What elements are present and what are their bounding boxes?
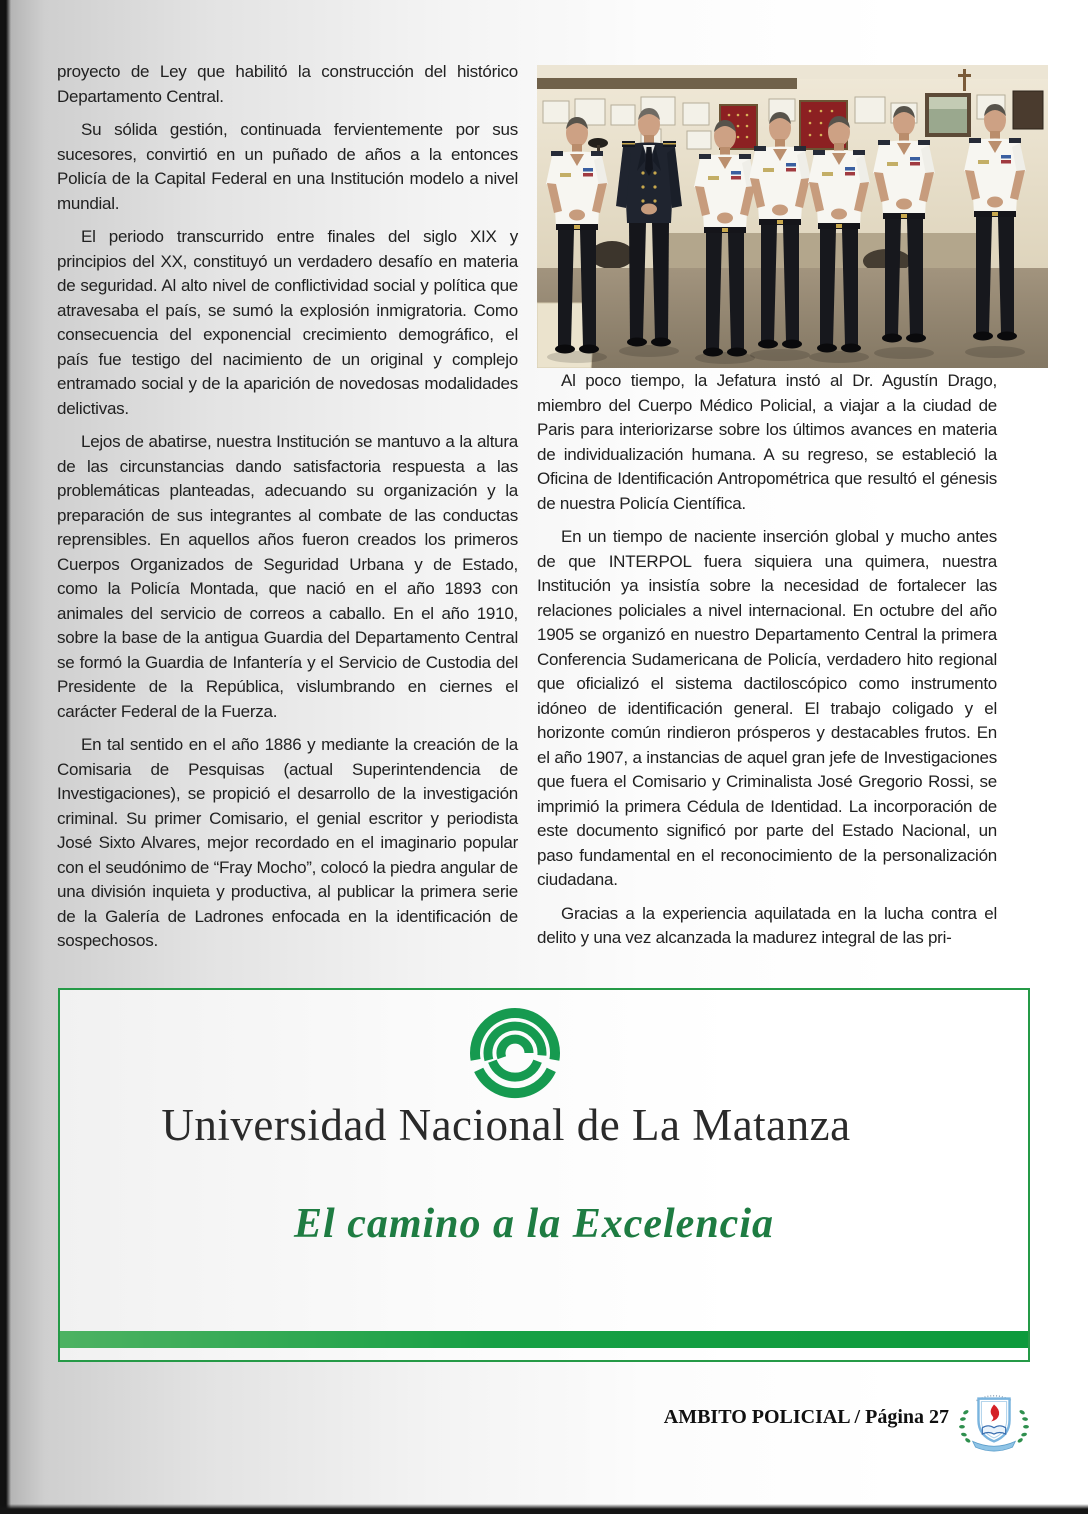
- paragraph: En tal sentido en el año 1886 y mediante la creación de la Comisaria de Pesquisas (actual Superintendencia de Investigaciones), se propició el desarrollo de la investigación criminal. Su primer Comisario, el genial escritor y periodista José Sixto Alvares, mejor recordado en el imaginario popular con el seudónimo de “Fray Mocho”, colocó la piedra angular de una división inquieta y productiva, al publicar la primera serie de la Galería de Ladrones enfocada en la identificación de sospechosos.: [57, 735, 519, 950]
- page-footer: AMBITO POLICIAL / Página 27: [663, 1406, 949, 1428]
- ambito-policial-crest: [951, 1387, 1037, 1453]
- university-name: Universidad Nacional de La Matanza: [161, 1100, 851, 1150]
- left-column: [57, 60, 518, 963]
- group-photo-police-officers: [537, 65, 1048, 368]
- paragraph: El periodo transcurrido entre finales del siglo XIX y principios del XX, constituyó un verdadero desafío en materia de seguridad. Al alto nivel de conflictividad social y política que atravesaba el país, se sumó la explosión inmigratoria. Como consecuencia del exponencial crecimiento demográfico, el país fue testigo del nacimiento de un original y complejo entramado social y de la aparición de novedosas modalidades delictivas.: [57, 227, 518, 418]
- paragraph: Su sólida gestión, continuada fervientemente por sus sucesores, convirtió en un puñado de años a la entonces Policía de la Capital Federal en una Institución modelo a nivel mundial.: [57, 120, 518, 213]
- ad-green-bar: [60, 1331, 1028, 1348]
- paragraph: En un tiempo de naciente inserción global y mucho antes de que INTERPOL fuera siquiera una quimera, nuestra Institución ya insistía sobre la necesidad de fortalecer las relaciones policiales a nivel internacional. En octubre del año 1905 se organizó en nuestro Departamento Central la primera Conferencia Sudamericana de Policía, verdadero hito regional que oficializó el sistema dactiloscópico como instrumento idóneo de identificación general. El trabajo coligado y el horizonte común rindieron prósperos y destacables frutos. En el año 1907, a instancias de aquel gran jefe de Investigaciones que fuera el Comisario y Criminalista José Gregorio Rossi, se imprimió la primera Cédula de Identidad. La incorporación de este documento significó por parte del Estado Nacional, un paso fundamental en el reconocimiento de la personalización ciudadana.: [537, 527, 997, 889]
- paragraph: proyecto de Ley que habilitó la construcción del histórico Departamento Central.: [57, 62, 518, 106]
- group-photo-illustration: [537, 65, 1048, 368]
- university-ad: [58, 988, 1030, 1362]
- paragraph: Gracias a la experiencia aquilatada en la lucha contra el delito y una vez alcanzada la madurez integral de las pri-: [537, 903, 997, 947]
- university-slogan: El camino a la Excelencia: [294, 1201, 774, 1247]
- unlam-logo: [465, 1003, 565, 1103]
- right-column: [537, 369, 997, 960]
- paragraph: Lejos de abatirse, nuestra Institución se mantuvo a la altura de las circunstancias dando satisfactoria respuesta a las problemáticas planteadas, adecuando su organización y la preparación de sus integrantes al combate de las conductas reprensibles. En aquellos años fueron creados los primeros Cuerpos Organizados de Seguridad Urbana y de Estado, como la Policía Montada, que nació en el año 1893 con animales del servicio de correos a caballo. En el año 1910, sobre la base de la antigua Guardia del Departamento Central se formó la Guardia de Infantería y el Servicio de Custodia del Presidente de la República, vislumbrando en ciernes el carácter Federal de la Fuerza.: [57, 432, 518, 721]
- paragraph: Al poco tiempo, la Jefatura instó al Dr. Agustín Drago, miembro del Cuerpo Médico Policial, a viajar a la ciudad de Paris para interiorizarse sobre los últimos avances en materia de individualización humana. A su regreso, se estableció la Oficina de Identificación Antropométrica que resultó el génesis de nuestra Policía Científica.: [537, 371, 997, 513]
